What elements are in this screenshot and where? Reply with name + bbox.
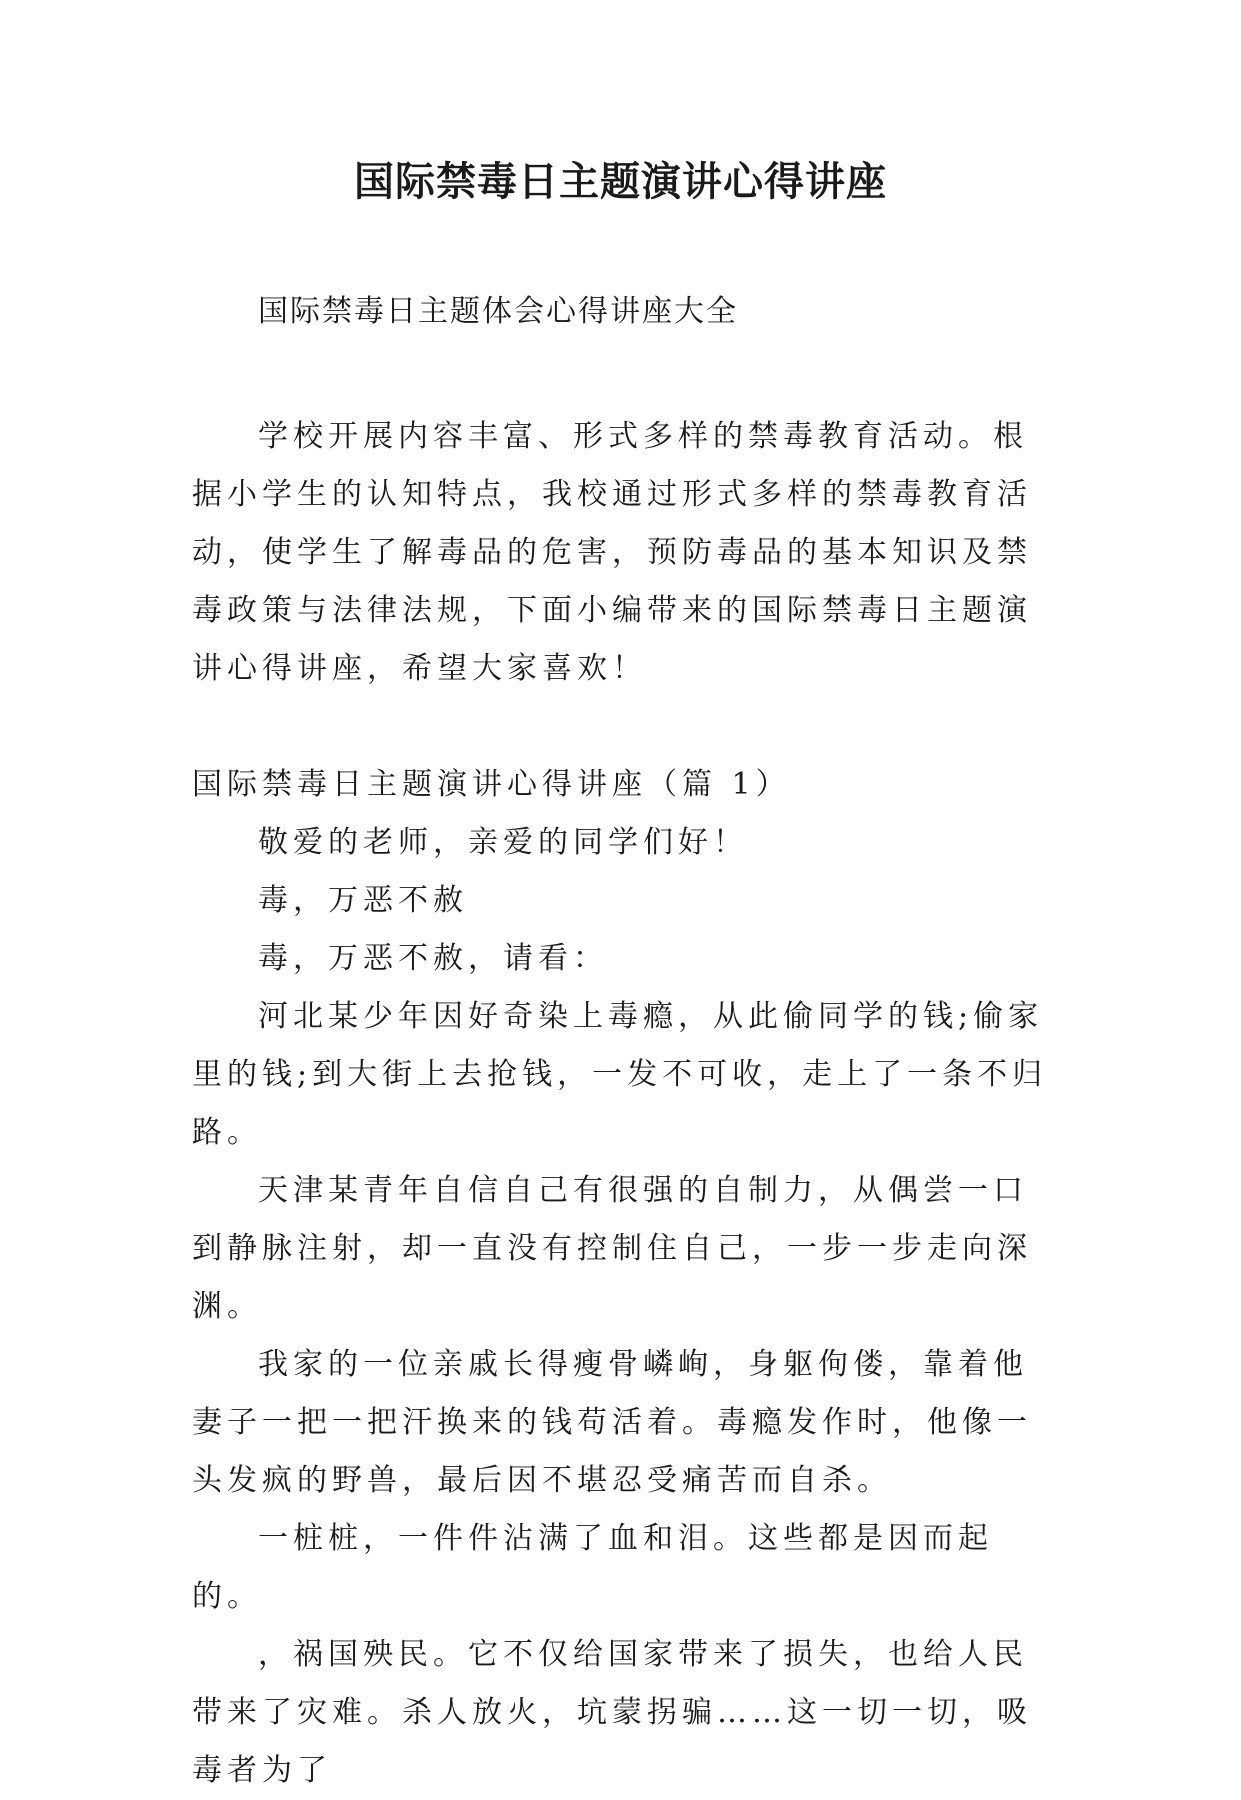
body-paragraph: 毒，万恶不赦 [258, 883, 468, 918]
paragraph-gap [192, 698, 1052, 756]
body-paragraph: 一桩桩，一件件沾满了血和泪。这些都是因而起的。 [192, 1521, 993, 1614]
body-paragraph: 毒，万恶不赦，请看： [258, 941, 608, 976]
body-paragraph: 天津某青年自信自己有很强的自制力，从偶尝一口到静脉注射，却一直没有控制住自己，一步一步走向深渊。 [192, 1173, 1032, 1324]
body-paragraph: ，祸国殃民。它不仅给国家带来了损失，也给人民带来了灾难。杀人放火，坑蒙拐骗……这一切一切，吸毒者为了 [192, 1637, 1032, 1788]
body-paragraph: 我家的一位亲戚长得瘦骨嶙峋，身躯佝偻，靠着他妻子一把一把汗换来的钱苟活着。毒瘾发作时，他像一头发疯的野兽，最后因不堪忍受痛苦而自杀。 [192, 1347, 1032, 1498]
document-subtitle: 国际禁毒日主题体会心得讲座大全 [258, 294, 738, 329]
document-title: 国际禁毒日主题演讲心得讲座 [354, 158, 887, 205]
document-body [192, 408, 1052, 1800]
intro-paragraph: 学校开展内容丰富、形式多样的禁毒教育活动。根据小学生的认知特点，我校通过形式多样的禁毒教育活动，使学生了解毒品的危害，预防毒品的基本知识及禁毒政策与法律法规，下面小编带来的国际禁毒日主题演讲心得讲座，希望大家喜欢！ [192, 419, 1032, 686]
body-paragraph: 河北某少年因好奇染上毒瘾，从此偷同学的钱;偷家里的钱;到大街上去抢钱，一发不可收，走上了一条不归路。 [192, 999, 1048, 1150]
section-heading: 国际禁毒日主题演讲心得讲座（篇 1） [192, 767, 791, 802]
body-paragraph: 敬爱的老师，亲爱的同学们好！ [258, 825, 748, 860]
